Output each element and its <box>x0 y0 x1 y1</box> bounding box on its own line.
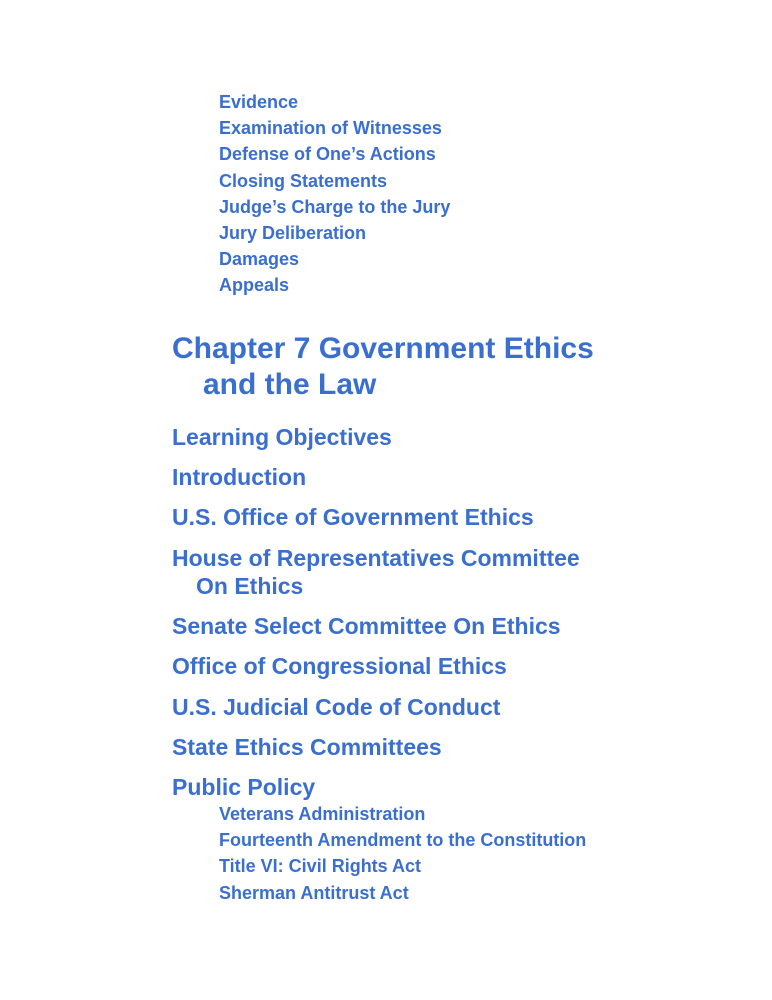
section-introduction: Introduction <box>172 464 307 490</box>
section-learning-objectives: Learning Objectives <box>172 424 392 450</box>
toc-subsection-item: Appeals <box>219 275 290 296</box>
subsection-list <box>219 801 586 906</box>
toc-subsection-item: Title VI: Civil Rights Act <box>219 856 422 877</box>
section-house-committee-line1: House of Representatives Committee <box>172 545 580 571</box>
section-house-committee-line2: On Ethics <box>196 573 304 599</box>
section-house-committee <box>172 544 580 600</box>
toc-subsection-item: Fourteenth Amendment to the Constitution <box>219 830 587 851</box>
toc-subsection-item: Defense of One’s Actions <box>219 144 436 165</box>
toc-subsection-item: Closing Statements <box>219 170 388 191</box>
section-senate-committee: Senate Select Committee On Ethics <box>172 613 561 639</box>
toc-subsection-item: Sherman Antitrust Act <box>219 882 409 903</box>
toc-subsection-item: Judge’s Charge to the Jury <box>219 196 451 217</box>
toc-subsection-item: Examination of Witnesses <box>219 118 442 139</box>
section-office-congressional-ethics: Office of Congressional Ethics <box>172 653 507 679</box>
toc-subsection-item: Damages <box>219 249 300 270</box>
section-state-ethics: State Ethics Committees <box>172 734 442 760</box>
chapter-title <box>172 331 642 403</box>
section-judicial-code: U.S. Judicial Code of Conduct <box>172 694 501 720</box>
toc-subsection-item: Evidence <box>219 92 299 112</box>
toc-subsection-item: Veterans Administration <box>219 804 426 824</box>
section-public-policy: Public Policy <box>172 774 316 800</box>
chapter-title-line1: Chapter 7 Government Ethics <box>172 332 594 365</box>
section-office-gov-ethics: U.S. Office of Government Ethics <box>172 504 534 530</box>
chapter-title-line2: and the Law <box>203 368 377 401</box>
toc-subsection-item: Jury Deliberation <box>219 223 367 244</box>
subsection-list <box>219 89 450 299</box>
